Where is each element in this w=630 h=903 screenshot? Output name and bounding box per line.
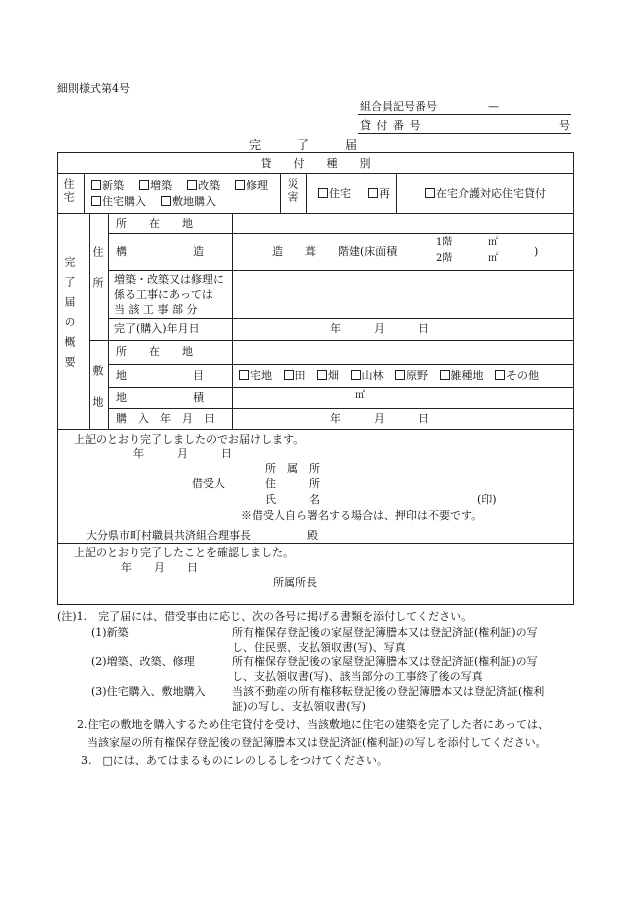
declaration-date: 年 月 日 (133, 447, 232, 460)
affiliation-label: 所 属 所 (265, 462, 320, 475)
note-item-1-text1: 所有権保存登記後の家屋登記簿謄本又は登記済証(権利証)の写 (232, 626, 538, 639)
land-category-label: 地 目 (116, 369, 204, 382)
signature-note: ※借受人自ら署名する場合は、押印は不要です。 (241, 509, 483, 522)
checkbox-new-construction[interactable]: 新築 (91, 179, 124, 192)
checkbox-residential-land[interactable]: 宅地 (239, 369, 272, 382)
floor1-label: 1階 (436, 237, 453, 248)
confirmation-statement: 上記のとおり完了したことを確認しました。 (74, 546, 294, 559)
land-location-label: 所 在 地 (116, 345, 193, 358)
name-label: 氏 名 (265, 493, 320, 506)
office-head-label: 所属所長 (273, 576, 317, 589)
note-item-2-label: (2)増築、改築、修理 (91, 655, 195, 668)
completion-date-label: 完了(購入)年月日 (114, 322, 200, 335)
checkbox-rice-field[interactable]: 田 (284, 369, 306, 382)
loan-number-suffix: 号 (559, 119, 570, 132)
disaster-options (318, 188, 390, 199)
loan-type-row2 (91, 196, 216, 207)
note-item-3-text1: 当該不動産の所有権移転登記後の登記簿謄本又は登記済証(権利 (232, 685, 545, 698)
checkbox-other[interactable]: その他 (495, 369, 539, 382)
floor2-label: 2階 (436, 253, 453, 264)
note-item-2-text2: し、支払領収書(写)、該当部分の工事終了後の写真 (232, 670, 483, 683)
floor2-unit: ㎡ (488, 253, 498, 264)
confirmation-date: 年 月 日 (121, 561, 198, 574)
checkbox-repair[interactable]: 修理 (235, 179, 268, 192)
member-code-label: 組合員記号番号 (360, 100, 437, 113)
care-option (425, 188, 546, 199)
checkbox-wilderness[interactable]: 原野 (395, 369, 428, 382)
note-item-3-text2: 証)の写し、支払領収書(写) (232, 700, 366, 713)
structure-value: 造 葺 階建(床面積 (272, 245, 398, 258)
extension-note-line2: 係る工事にあっては (114, 288, 213, 301)
member-code-dash: — (488, 100, 499, 113)
document-title: 完 了 届 (249, 138, 358, 152)
note-3: 3. □には、あてはまるものにレのしるしをつけてください。 (81, 754, 388, 767)
checkbox-land-purchase[interactable]: 敷地購入 (161, 195, 216, 208)
purchase-date-label: 購 入 年 月 日 (116, 412, 215, 425)
note-item-3-label: (3)住宅購入、敷地購入 (91, 685, 206, 698)
checkbox-forest[interactable]: 山林 (351, 369, 384, 382)
extension-note-line3: 当 該 工 事 部 分 (114, 303, 198, 316)
form-number: 細則様式第4号 (57, 82, 130, 95)
note-2-line1: 2.住宅の敷地を購入するため住宅貸付を受け、当該敷地に住宅の建築を完了した者にあっては、 (77, 718, 549, 731)
outline-side-label: 完了届の概要 (63, 256, 76, 376)
checkbox-disaster-re[interactable]: 再 (368, 187, 390, 200)
note-1-intro: (注)1. 完了届には、借受事由に応じ、次の各号に掲げる書類を添付してください。 (57, 610, 473, 623)
land-group-label: 敷地 (91, 365, 104, 427)
declaration-statement: 上記のとおり完了しましたのでお届けします。 (74, 433, 305, 446)
loan-number-label: 貸 付 番 号 (360, 119, 422, 132)
completion-date-value: 年 月 日 (330, 322, 429, 335)
checkbox-misc-land[interactable]: 雑種地 (440, 369, 484, 382)
extension-note-line1: 増築・改築又は修理に (114, 273, 224, 286)
land-category-options (239, 370, 539, 381)
checkbox-disaster-house[interactable]: 住宅 (318, 187, 351, 200)
building-location-label: 所 在 地 (116, 217, 193, 230)
structure-close-paren: ) (534, 245, 539, 258)
checkbox-field[interactable]: 畑 (317, 369, 339, 382)
checkbox-extension[interactable]: 増築 (139, 179, 172, 192)
floor1-unit: ㎡ (488, 237, 498, 248)
checkbox-rebuild[interactable]: 改築 (187, 179, 220, 192)
note-2-line2: 当該家屋の所有権保存登記後の登記簿謄本又は登記済証(権利証)の写しを添付してください。 (87, 736, 547, 749)
note-item-2-text1: 所有権保存登記後の家屋登記簿謄本又は登記済証(権利証)の写 (232, 655, 538, 668)
land-area-label: 地 積 (116, 391, 204, 404)
housing-label: 住宅 (62, 178, 75, 204)
seal-mark: (印) (477, 493, 497, 506)
note-item-1-text2: し、住民票、支払領収書(写)、写真 (232, 641, 406, 654)
note-item-1-label: (1)新築 (91, 626, 129, 639)
loan-type-row1 (91, 180, 268, 191)
address-label: 住 所 (265, 477, 320, 490)
building-group-label: 住所 (91, 246, 104, 308)
loan-type-heading: 貸 付 種 別 (260, 157, 371, 170)
disaster-label: 災害 (286, 178, 299, 204)
borrower-label: 借受人 (192, 477, 225, 490)
addressee: 大分県市町村職員共済組合理事長 (86, 529, 251, 542)
purchase-date-value: 年 月 日 (330, 412, 429, 425)
land-area-unit: ㎡ (355, 390, 365, 401)
checkbox-care-housing[interactable]: 在宅介護対応住宅貸付 (425, 187, 546, 200)
building-structure-label: 構 造 (116, 245, 204, 258)
checkbox-house-purchase[interactable]: 住宅購入 (91, 195, 146, 208)
member-code-underline (358, 114, 571, 115)
addressee-honorific: 殿 (307, 529, 318, 542)
loan-number-underline (358, 133, 571, 134)
